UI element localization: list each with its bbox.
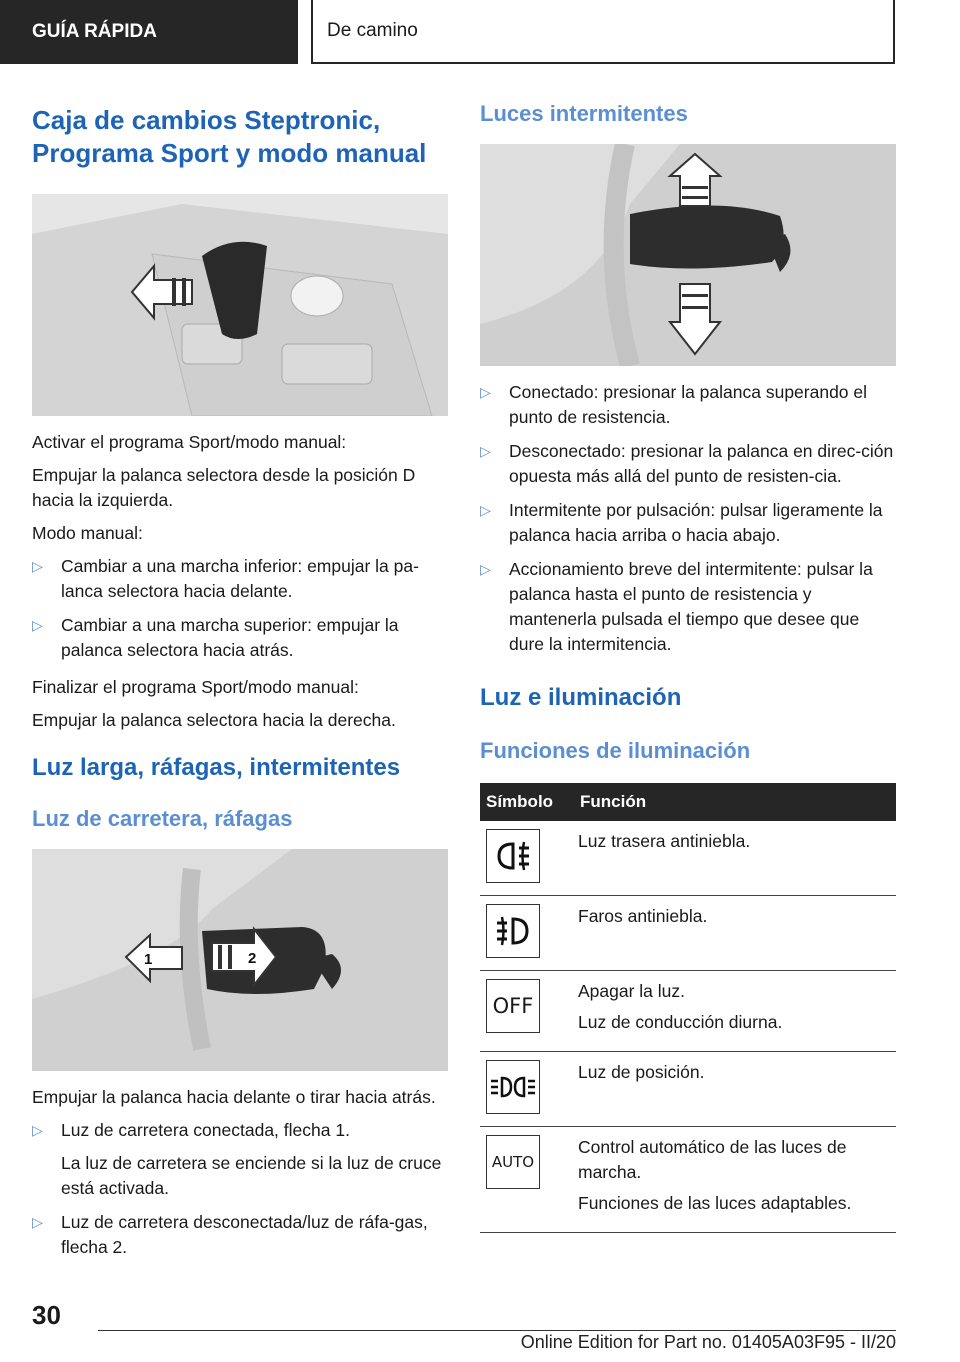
left-column xyxy=(32,90,448,1269)
function-text: Luz de conducción diurna. xyxy=(578,1012,783,1032)
chapter-tab: De camino xyxy=(311,0,895,64)
parking-light-icon xyxy=(486,1060,540,1114)
arrow-label-2: 2 xyxy=(248,950,257,967)
list-item-note: La luz de carretera se enciende si la luz de cruce está activada. xyxy=(61,1153,442,1198)
column-header-function: Función xyxy=(574,783,896,821)
table-row xyxy=(480,971,896,1052)
off-symbol: OFF xyxy=(486,979,540,1033)
table-row xyxy=(480,821,896,896)
function-text: Control automático de las luces de marcha. xyxy=(578,1137,847,1182)
gear-selector-image xyxy=(32,194,448,416)
triangle-bullet-icon: ▷ xyxy=(32,617,43,633)
push-right-text: Empujar la palanca selectora hacia la derecha. xyxy=(32,710,396,730)
turn-signal-lever-image xyxy=(480,144,896,366)
triangle-bullet-icon: ▷ xyxy=(480,502,491,518)
list-item: ▷ Intermitente por pulsación: pulsar ligeramente la palanca hacia arriba o hacia abajo. xyxy=(480,500,883,545)
section-tab: GUÍA RÁPIDA xyxy=(0,0,298,64)
table-row xyxy=(480,1052,896,1127)
gear-selector-illustration xyxy=(32,194,448,416)
list-item: ▷ Luz de carretera desconectada/luz de ráfa-gas, flecha 2. xyxy=(32,1212,428,1257)
triangle-bullet-icon: ▷ xyxy=(480,443,491,459)
steptronic-title: Caja de cambios Steptronic, Programa Sport y modo manual xyxy=(32,105,427,168)
table-header-row xyxy=(480,783,896,821)
function-text: Luz de posición. xyxy=(578,1062,705,1082)
rear-fog-light-icon xyxy=(486,829,540,883)
triangle-bullet-icon: ▷ xyxy=(480,384,491,400)
turn-signal-list xyxy=(480,380,896,657)
page-number: 30 xyxy=(32,1300,61,1330)
function-text: Faros antiniebla. xyxy=(578,906,708,926)
high-beam-lever-image xyxy=(32,849,448,1071)
beam-list xyxy=(32,1118,448,1260)
turn-signals-subtitle: Luces intermitentes xyxy=(480,101,688,126)
function-text: Apagar la luz. xyxy=(578,981,686,1001)
list-item: ▷ Accionamiento breve del intermitente: pulsar la palanca hasta el punto de resistencia y mantenerla pulsada el tiempo que desee que dure la intermitencia. xyxy=(480,559,873,654)
manual-list xyxy=(32,554,448,663)
lighting-title: Luz e iluminación xyxy=(480,684,682,711)
high-beam-lever-illustration xyxy=(32,849,448,1071)
auto-symbol: AUTO xyxy=(486,1135,540,1189)
list-item: ▷ Conectado: presionar la palanca superando el punto de resistencia. xyxy=(480,382,868,427)
edition-footer: Online Edition for Part no. 01405A03F95 - II/20 xyxy=(520,1332,896,1352)
footer-divider xyxy=(98,1330,896,1331)
high-beam-subtitle: Luz de carretera, ráfagas xyxy=(32,806,293,831)
beam-instruction-text: Empujar la palanca hacia delante o tirar hacia atrás. xyxy=(32,1087,436,1107)
triangle-bullet-icon: ▷ xyxy=(32,1122,43,1138)
high-beam-title: Luz larga, ráfagas, intermitentes xyxy=(32,754,401,781)
activate-sport-text: Activar el programa Sport/modo manual: xyxy=(32,432,347,452)
turn-signal-lever-illustration xyxy=(480,144,896,366)
triangle-bullet-icon: ▷ xyxy=(32,558,43,574)
push-left-text: Empujar la palanca selectora desde la posición D hacia la izquierda. xyxy=(32,465,416,510)
lighting-functions-table xyxy=(480,783,896,1233)
list-item: ▷ Desconectado: presionar la palanca en direc-ción opuesta más allá del punto de resisten-cia. xyxy=(480,441,894,486)
finish-sport-text: Finalizar el programa Sport/modo manual: xyxy=(32,677,359,697)
table-row xyxy=(480,896,896,971)
triangle-bullet-icon: ▷ xyxy=(480,561,491,577)
table-row xyxy=(480,1127,896,1233)
function-text: Luz trasera antiniebla. xyxy=(578,831,751,851)
list-item: ▷ Cambiar a una marcha inferior: empujar la pa-lanca selectora hacia delante. xyxy=(32,556,419,601)
triangle-bullet-icon: ▷ xyxy=(32,1214,43,1230)
list-item: ▷ Luz de carretera conectada, flecha 1. La luz de carretera se enciende si la luz de cruce está activada. xyxy=(32,1118,448,1201)
lighting-functions-subtitle: Funciones de iluminación xyxy=(480,738,751,763)
function-text: Funciones de las luces adaptables. xyxy=(578,1193,852,1213)
manual-mode-text: Modo manual: xyxy=(32,523,143,543)
column-header-symbol: Símbolo xyxy=(480,783,574,821)
right-column xyxy=(480,100,896,1233)
front-fog-light-icon xyxy=(486,904,540,958)
arrow-label-1: 1 xyxy=(144,951,153,968)
list-item: ▷ Cambiar a una marcha superior: empujar la palanca selectora hacia atrás. xyxy=(32,615,399,660)
